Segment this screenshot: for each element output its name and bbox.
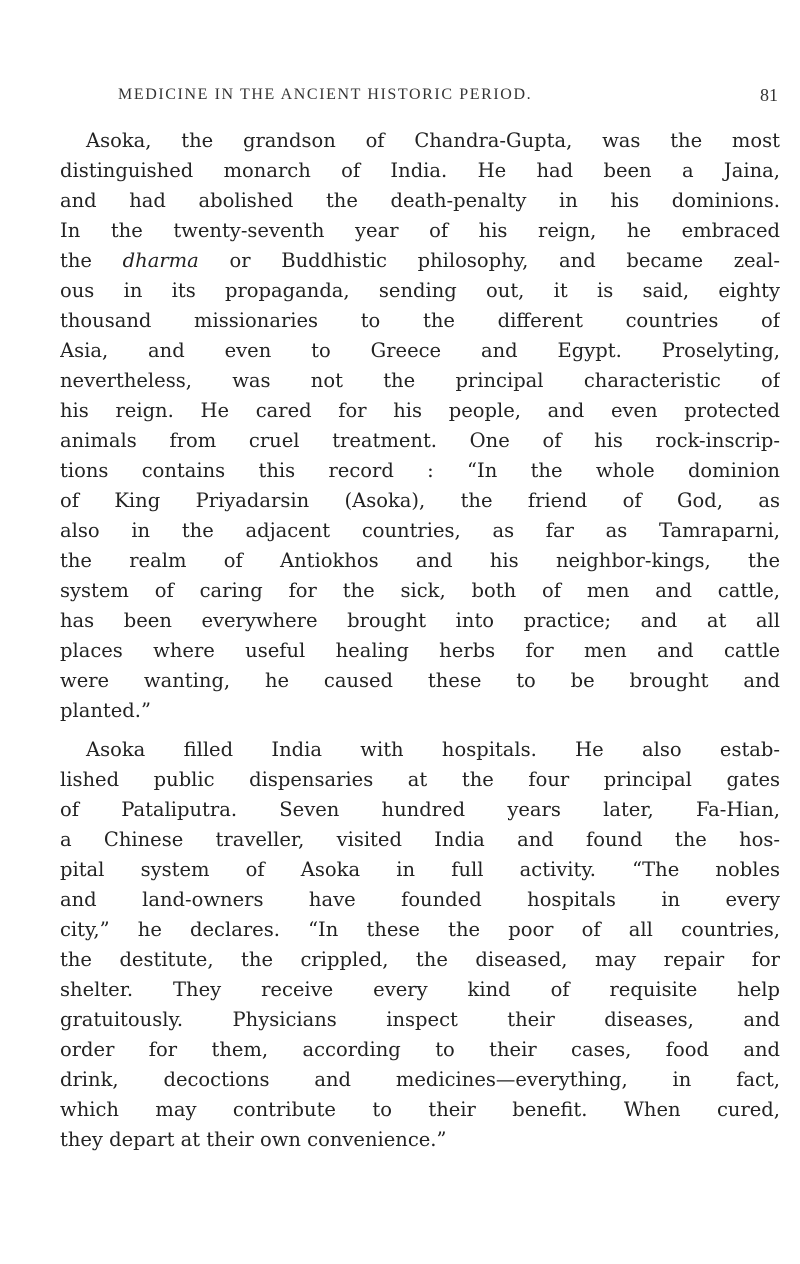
text-line: ous in its propaganda, sending out, it is said, eighty [60, 279, 780, 302]
text-line: In the twenty-seventh year of his reign, he embraced [60, 219, 780, 242]
text-line: his reign. He cared for his people, and even protected [60, 399, 780, 422]
text-line: thousand missionaries to the different countries of [60, 309, 780, 332]
text-line: a Chinese traveller, visited India and found the hos- [60, 828, 780, 851]
text-line: which may contribute to their benefit. When cured, [60, 1098, 780, 1121]
paragraph-gap [60, 726, 780, 735]
text-line: pital system of Asoka in full activity. “The nobles [60, 858, 780, 881]
text-line: has been everywhere brought into practice; and at all [60, 609, 780, 632]
running-head [62, 86, 778, 110]
text-line: the destitute, the crippled, the diseased, may repair for [60, 948, 780, 971]
italic-term: dharma [122, 249, 199, 272]
text-line: of Pataliputra. Seven hundred years later, Fa-Hian, [60, 798, 780, 821]
text-line: lished public dispensaries at the four principal gates [60, 768, 780, 791]
text-line: nevertheless, was not the principal characteristic of [60, 369, 780, 392]
text-line: planted.” [60, 699, 151, 722]
text-line: Asia, and even to Greece and Egypt. Proselyting, [60, 339, 780, 362]
paragraph [60, 735, 780, 1155]
text-line: and land-owners have founded hospitals in every [60, 888, 780, 911]
text-line: city,” he declares. “In these the poor of all countries, [60, 918, 780, 941]
text-line: order for them, according to their cases, food and [60, 1038, 780, 1061]
text-line: shelter. They receive every kind of requisite help [60, 978, 780, 1001]
text-line: of King Priyadarsin (Asoka), the friend of God, as [60, 489, 780, 512]
page-number: 81 [760, 85, 778, 105]
text-fragment: or Buddhistic philosophy, and became zeal- [198, 249, 780, 272]
text-line: places where useful healing herbs for men and cattle [60, 639, 780, 662]
text-line: distinguished monarch of India. He had been a Jaina, [60, 159, 780, 182]
body-text [60, 126, 780, 1155]
text-line: also in the adjacent countries, as far as Tamraparni, [60, 519, 780, 542]
text-line: they depart at their own convenience.” [60, 1128, 447, 1151]
text-line: gratuitously. Physicians inspect their diseases, and [60, 1008, 780, 1031]
text-line: animals from cruel treatment. One of his rock-inscrip- [60, 429, 780, 452]
text-line: the realm of Antiokhos and his neighbor-kings, the [60, 549, 780, 572]
text-line: Asoka filled India with hospitals. He also estab- [86, 738, 780, 761]
text-line: Asoka, the grandson of Chandra-Gupta, was the most [86, 129, 780, 152]
text-fragment: the [60, 249, 123, 272]
paragraph [60, 126, 780, 726]
text-line: system of caring for the sick, both of men and cattle, [60, 579, 780, 602]
running-title: MEDICINE IN THE ANCIENT HISTORIC PERIOD. [118, 86, 533, 103]
text-line: and had abolished the death-penalty in his dominions. [60, 189, 780, 212]
text-line: drink, decoctions and medicines—everything, in fact, [60, 1068, 780, 1091]
text-line: were wanting, he caused these to be brought and [60, 669, 780, 692]
text-line: tions contains this record : “In the whole dominion [60, 459, 780, 482]
text-line [60, 246, 780, 276]
